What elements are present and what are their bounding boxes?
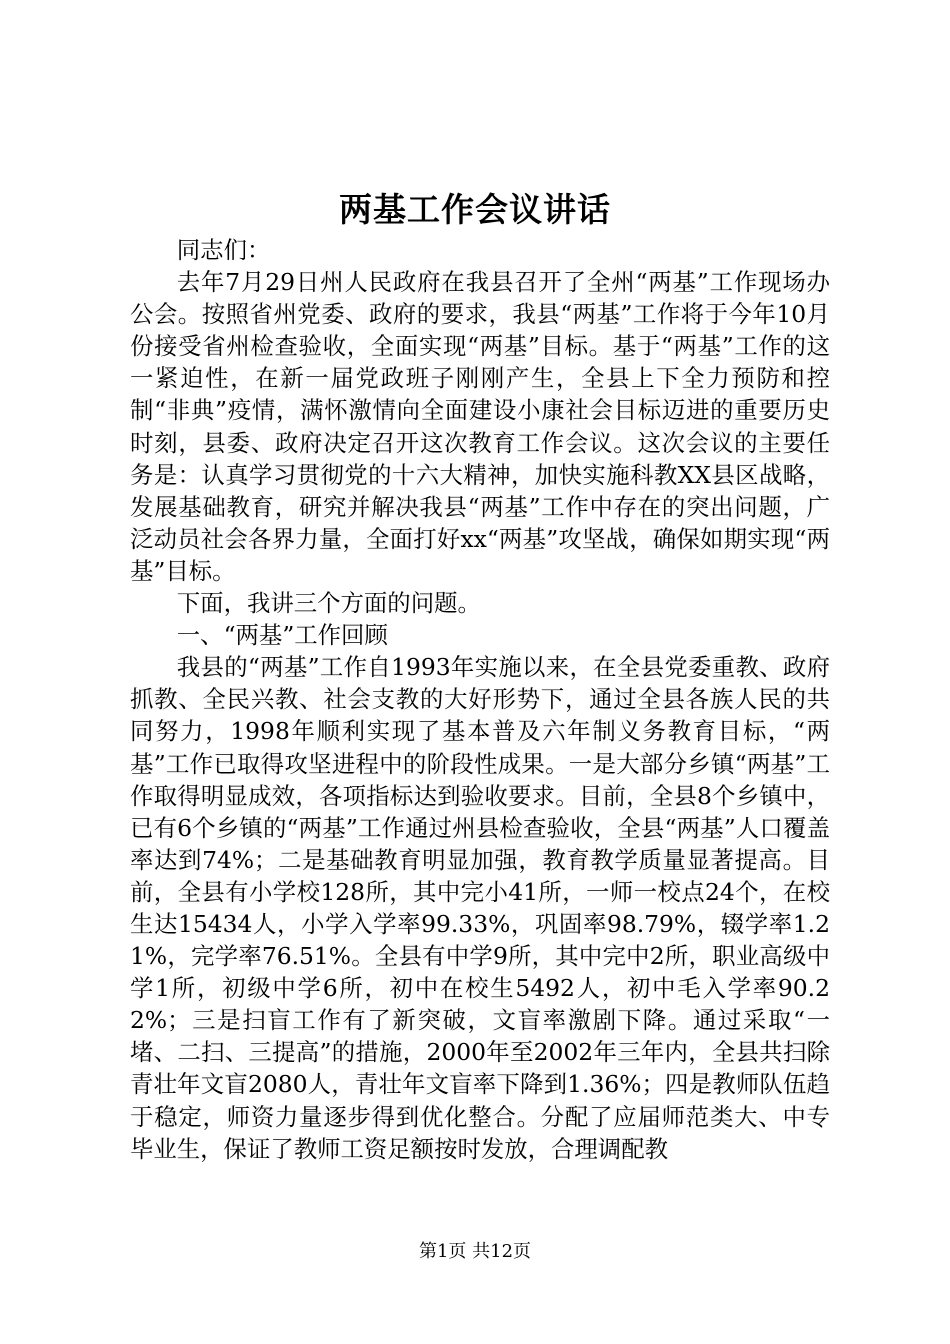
outline-paragraph: 下面，我讲三个方面的问题。 [176, 589, 481, 618]
intro-paragraph: 去年7月29日州人民政府在我县召开了全州“两基”工作现场办公会。按照省州党委、政府的要求，我县“两基”工作将于今年10月份接受省州检查验收，全面实现“两基”目标。基于“两基”工作的这一紧迫性，在新一届党政班子刚刚产生，全县上下全力预防和控制“非典”疫情，满怀激情向全面建设小康社会目标迈进的重要历史时刻，县委、政府决定召开这次教育工作会议。这次会议的主要任务是：认真学习贯彻党的十六大精神，加快实施科教XX县区战略，发展基础教育，研究并解决我县“两基”工作中存在的突出问题，广泛动员社会各界力量，全面打好xx“两基”攻坚战，确保如期实现“两基”目标。 [130, 268, 830, 585]
page-number-footer: 第1页 共12页 [418, 1241, 532, 1262]
document-body [130, 234, 830, 1165]
review-paragraph: 我县的“两基”工作自1993年实施以来，在全县党委重教、政府抓教、全民兴教、社会支教的大好形势下，通过全县各族人民的共同努力，1998年顺利实现了基本普及六年制义务教育目标，“两基”工作已取得攻坚进程中的阶段性成果。一是大部分乡镇“两基”工作取得明显成效，各项指标达到验收要求。目前，全县8个乡镇中，已有6个乡镇的“两基”工作通过州县检查验收，全县“两基”人口覆盖率达到74%；二是基础教育明显加强，教育教学质量显著提高。目前，全县有小学校128所，其中完小41所，一师一校点24个，在校生达15434人，小学入学率99.33%，巩固率98.79%，辍学率1.21%，完学率76.51%。全县有中学9所，其中完中2所，职业高级中学1所，初级中学6所，初中在校生5492人，初中毛入学率90.22%；三是扫盲工作有了新突破，文盲率激剧下降。通过采取“一堵、二扫、三提高”的措施，2000年至2002年三年内，全县共扫除青壮年文盲2080人，青壮年文盲率下降到1.36%；四是教师队伍趋于稳定，师资力量逐步得到优化整合。分配了应届师范类大、中专毕业生，保证了教师工资足额按时发放，合理调配教 [130, 653, 830, 1163]
salutation-paragraph: 同志们： [176, 236, 271, 264]
document-title: 两基工作会议讲话 [339, 190, 611, 229]
section-heading: 一、“两基”工作回顾 [176, 621, 388, 650]
